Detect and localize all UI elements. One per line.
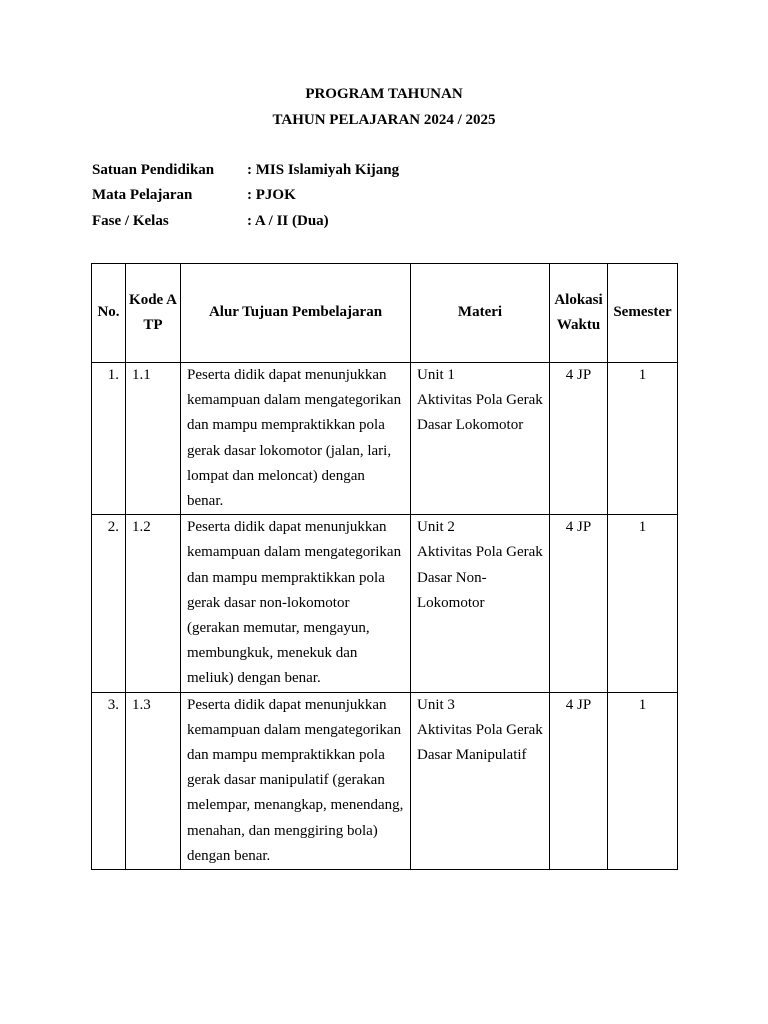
cell-semester: 1 xyxy=(608,515,678,692)
cell-alokasi-waktu: 4 JP xyxy=(550,515,608,692)
cell-alur-tujuan: Peserta didik dapat menunjukkan kemampuan dalam mengategorikan dan mampu mempraktikkan pola gerak dasar lokomotor (jalan, lari, lompat dan meloncat) dengan benar. xyxy=(181,363,411,515)
document-subtitle: TAHUN PELAJARAN 2024 / 2025 xyxy=(272,112,496,128)
header-no: No. xyxy=(92,264,126,363)
document-title: PROGRAM TAHUNAN xyxy=(305,86,463,102)
header-semester: Semester xyxy=(608,264,678,363)
atp-table xyxy=(91,263,678,870)
materi-description: Aktivitas Pola Gerak Dasar Non-Lokomotor xyxy=(417,544,543,611)
cell-materi xyxy=(411,363,550,515)
cell-semester: 1 xyxy=(608,363,678,515)
materi-description: Aktivitas Pola Gerak Dasar Manipulatif xyxy=(417,721,543,764)
materi-unit: Unit 1 xyxy=(417,367,455,383)
info-label-satuan: Satuan Pendidikan xyxy=(92,162,215,178)
table-row xyxy=(92,692,678,869)
header-kode-atp: Kode ATP xyxy=(126,264,181,363)
cell-materi xyxy=(411,515,550,692)
cell-semester: 1 xyxy=(608,692,678,869)
materi-unit: Unit 2 xyxy=(417,519,455,536)
table-row xyxy=(92,515,678,692)
table-header-row xyxy=(92,264,678,363)
materi-unit: Unit 3 xyxy=(417,696,455,713)
info-value-fase: : A / II (Dua) xyxy=(247,213,329,229)
cell-kode-atp: 1.1 xyxy=(126,363,181,515)
header-alur-tujuan: Alur Tujuan Pembelajaran xyxy=(181,264,411,363)
header-materi: Materi xyxy=(411,264,550,363)
cell-no: 2. xyxy=(92,515,126,692)
header-alokasi-waktu: Alokasi Waktu xyxy=(550,264,608,363)
info-value-satuan: : MIS Islamiyah Kijang xyxy=(247,162,400,178)
info-label-fase: Fase / Kelas xyxy=(92,213,169,229)
info-label-mapel: Mata Pelajaran xyxy=(92,187,193,203)
cell-alur-tujuan: Peserta didik dapat menunjukkan kemampuan dalam mengategorikan dan mampu mempraktikkan pola gerak dasar non-lokomotor (gerakan memutar, mengayun, membungkuk, menekuk dan meliuk) dengan benar. xyxy=(181,515,411,692)
cell-kode-atp: 1.2 xyxy=(126,515,181,692)
cell-kode-atp: 1.3 xyxy=(126,692,181,869)
materi-description: Aktivitas Pola Gerak Dasar Lokomotor xyxy=(417,392,543,434)
cell-no: 3. xyxy=(92,692,126,869)
cell-no: 1. xyxy=(92,363,126,515)
info-value-mapel: : PJOK xyxy=(247,187,296,203)
cell-alokasi-waktu: 4 JP xyxy=(550,692,608,869)
table-row xyxy=(92,363,678,515)
cell-alur-tujuan: Peserta didik dapat menunjukkan kemampuan dalam mengategorikan dan mampu mempraktikkan pola gerak dasar manipulatif (gerakan melempar, menangkap, menendang, menahan, dan menggiring bola) dengan benar. xyxy=(181,692,411,869)
cell-materi xyxy=(411,692,550,869)
cell-alokasi-waktu: 4 JP xyxy=(550,363,608,515)
